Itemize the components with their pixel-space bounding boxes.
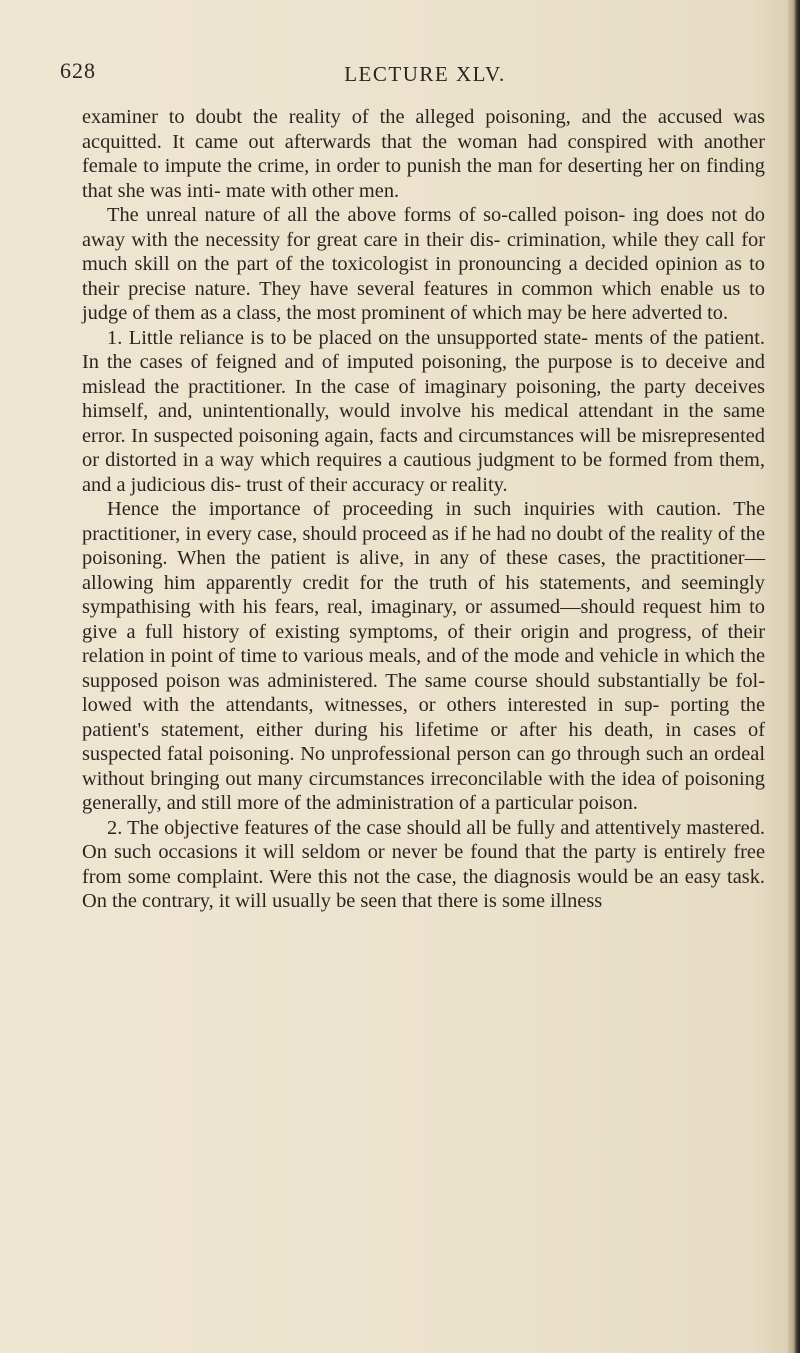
page-edge-shadow xyxy=(788,0,800,1353)
paragraph: 2. The objective features of the case should all be fully and attentively mastered. On such occasions it will seldom or never be found that the party is entirely free from some complaint. Were this not the case, the diagnosis would be an easy task. On the contrary, it will usually be seen that there is some illness xyxy=(82,816,765,912)
body-text xyxy=(82,105,765,914)
lecture-title: LECTURE XLV. xyxy=(344,62,506,86)
paragraph: 1. Little reliance is to be placed on the unsupported state- ments of the patient. In the cases of feigned and of imputed poisoning, the purpose is to deceive and mislead the practitioner. In the case of imaginary poisoning, the party deceives himself, and, unintentionally, would involve his medical attendant in the same error. In suspected poisoning again, facts and circumstances will be misrepresented or distorted in a way which requires a cautious judgment to be formed from them, and a judicious dis- trust of their accuracy or reality. xyxy=(82,326,765,496)
paragraph: examiner to doubt the reality of the alleged poisoning, and the accused was acquitted. It came out afterwards that the woman had conspired with another female to impute the crime, in order to punish the man for deserting her on finding that she was inti- mate with other men. xyxy=(82,106,765,202)
page-number: 628 xyxy=(60,58,96,83)
paragraph: The unreal nature of all the above forms of so-called poison- ing does not do away with the necessity for great care in their dis- crimination, while they call for much skill on the part of the toxicologist in pronouncing a decided opinion as to their precise nature. They have several features in common which enable us to judge of them as a class, the most prominent of which may be here adverted to. xyxy=(82,204,765,324)
running-head xyxy=(60,58,760,88)
paragraph: Hence the importance of proceeding in such inquiries with caution. The practitioner, in every case, should proceed as if he had no doubt of the reality of the poisoning. When the patient is alive, in any of these cases, the practitioner—allowing him apparently credit for the truth of his statements, and seemingly sympathising with his fears, real, imaginary, or assumed—should request him to give a full history of existing symptoms, of their origin and progress, of their relation in point of time to various meals, and of the mode and vehicle in which the supposed poison was administered. The same course should substantially be fol- lowed with the attendants, witnesses, or others interested in sup- porting the patient's statement, either during his lifetime or after his death, in cases of suspected fatal poisoning. No unprofessional person can go through such an ordeal without bringing out many circumstances irreconcilable with the idea of poisoning generally, and still more of the administration of a particular poison. xyxy=(82,498,765,814)
